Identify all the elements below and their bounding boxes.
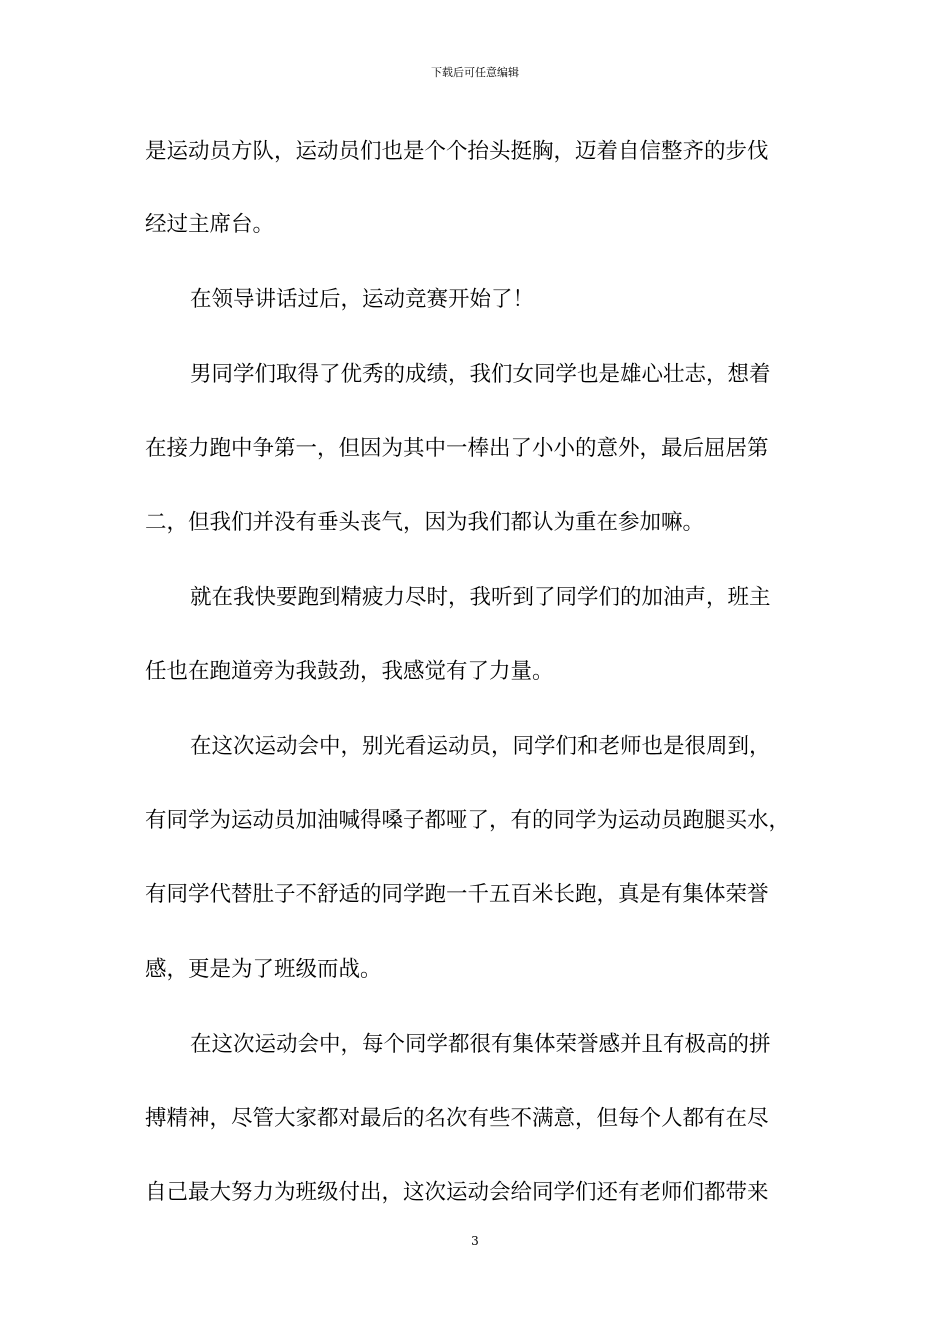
paragraph-line: 就在我快要跑到精疲力尽时，我听到了同学们的加油声，班主 [190,585,771,610]
page-number: 3 [471,1234,479,1248]
text-line: 有同学为运动员加油喊得嗓子都哑了，有的同学为运动员跑腿买水， [145,808,791,833]
paragraph-line: 在领导讲话过后，运动竞赛开始了！ [190,287,535,312]
text-line: 经过主席台。 [145,212,275,237]
text-line: 在接力跑中争第一，但因为其中一棒出了小小的意外，最后屈居第 [145,436,769,461]
text-line: 是运动员方队，运动员们也是个个抬头挺胸，迈着自信整齐的步伐 [145,139,769,164]
text-line: 感，更是为了班级而战。 [145,957,382,982]
paragraph-line: 男同学们取得了优秀的成绩，我们女同学也是雄心壮志，想着 [190,362,771,387]
text-line: 任也在跑道旁为我鼓劲，我感觉有了力量。 [145,659,554,684]
text-line: 有同学代替肚子不舒适的同学跑一千五百米长跑，真是有集体荣誉 [145,882,769,907]
paragraph-line: 在这次运动会中，每个同学都很有集体荣誉感并且有极高的拼 [190,1032,771,1057]
paragraph-line: 在这次运动会中，别光看运动员，同学们和老师也是很周到， [190,734,771,759]
page-header: 下载后可任意编辑 [431,66,519,79]
text-line: 自己最大努力为班级付出，这次运动会给同学们还有老师们都带来 [145,1180,769,1205]
text-line: 搏精神，尽管大家都对最后的名次有些不满意，但每个人都有在尽 [145,1106,769,1131]
text-line: 二，但我们并没有垂头丧气，因为我们都认为重在参加嘛。 [145,510,705,535]
